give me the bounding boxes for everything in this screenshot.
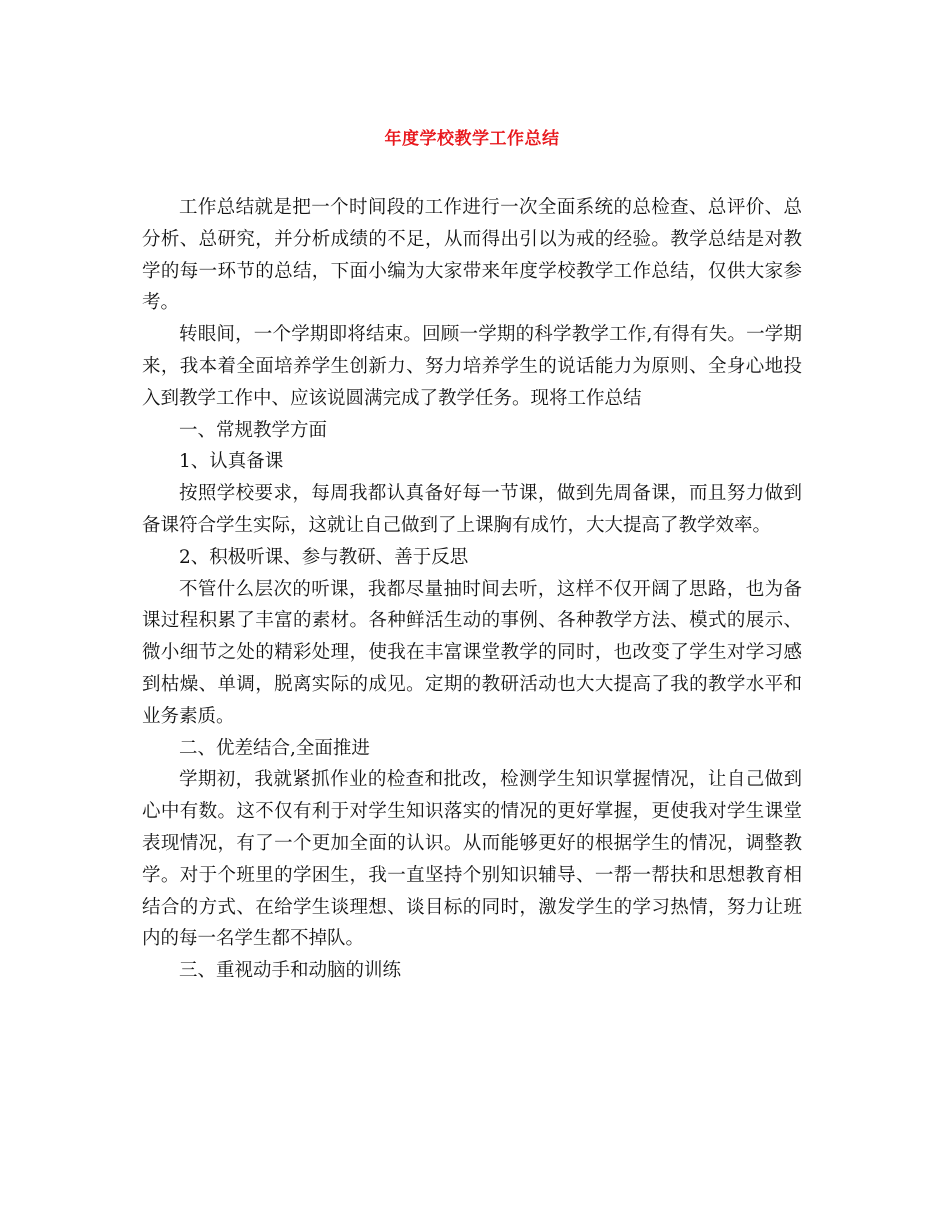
subheading-1: 1、认真备课	[179, 451, 284, 473]
paragraph-observation: 不管什么层次的听课，我都尽量抽时间去听，这样不仅开阔了思路，也为备课过程积累了丰富的素材。各种鲜活生动的事例、各种教学方法、模式的展示、微小细节之处的精彩处理，使我在丰富课堂教学的同时，也改变了学生对学习感到枯燥、单调，脱离实际的成见。定期的教研活动也大大提高了我的教学水平和业务素质。	[142, 578, 802, 727]
section-heading-3: 三、重视动手和动脑的训练	[179, 960, 402, 982]
intro-paragraph: 工作总结就是把一个时间段的工作进行一次全面系统的总检查、总评价、总分析、总研究，并分析成绩的不足，从而得出引以为戒的经验。教学总结是对教学的每一环节的总结，下面小编为大家带来年度学校教学工作总结，仅供大家参考。	[142, 197, 802, 314]
paragraph-lesson-prep: 按照学校要求，每周我都认真备好每一节课，做到先周备课，而且努力做到备课符合学生实际，这就让自己做到了上课胸有成竹，大大提高了教学效率。	[142, 483, 802, 536]
document-title: 年度学校教学工作总结	[384, 129, 560, 149]
section-heading-1: 一、常规教学方面	[179, 419, 328, 441]
subheading-2: 2、积极听课、参与教研、善于反思	[179, 546, 469, 568]
document-body	[142, 192, 802, 987]
paragraph-homework: 学期初，我就紧抓作业的检查和批改，检测学生知识掌握情况，让自己做到心中有数。这不仅有利于对学生知识落实的情况的更好掌握，更使我对学生课堂表现情况，有了一个更加全面的认识。从而能够更好的根据学生的情况，调整教学。对于个班里的学困生，我一直坚持个别知识辅导、一帮一帮扶和思想教育相结合的方式、在给学生谈理想、谈目标的同时，激发学生的学习热情，努力让班内的每一名学生都不掉队。	[142, 769, 802, 950]
section-heading-2: 二、优差结合,全面推进	[179, 737, 370, 759]
opening-paragraph: 转眼间，一个学期即将结束。回顾一学期的科学教学工作,有得有失。一学期来，我本着全面培养学生创新力、努力培养学生的说话能力为原则、全身心地投入到教学工作中、应该说圆满完成了教学任务。现将工作总结	[142, 324, 802, 409]
